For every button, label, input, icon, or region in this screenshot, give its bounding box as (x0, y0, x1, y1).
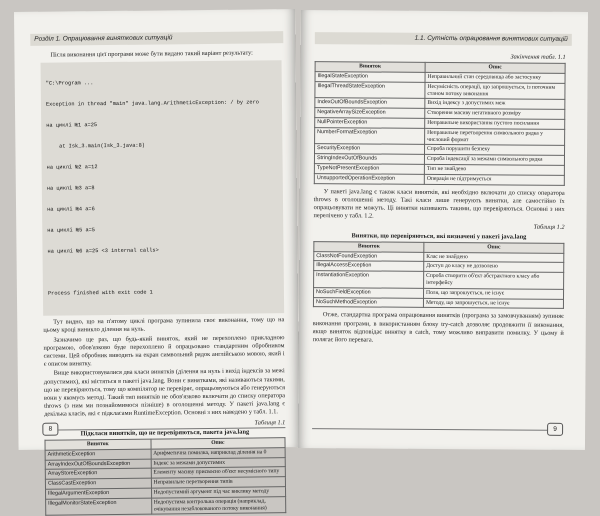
exception-name: ClassCastException (45, 478, 151, 489)
exception-name: IllegalThreadStateException (315, 81, 425, 98)
page-number: 9 (547, 423, 563, 436)
exception-description: Арифметична помилка, наприклад ділення на 0 (151, 448, 286, 459)
exception-description: Поля, що запрошується, не існує (423, 288, 563, 299)
table-row (46, 497, 286, 516)
exception-description: Клас не знайдено (424, 252, 564, 263)
exception-name: UnsupportedOperationException (314, 173, 424, 184)
exception-description: Спроба індексації за межами символьного рядка (424, 155, 564, 166)
body-paragraph: Отже, стандартна програма опрацювання винятків (програма за замовчуванням) зупиняє виконання програми, в використанням блоку try-catch дозволяє продовжити її виконання, якщо виняток відповідає винятку в catch, тому можливо виправити помилку. У цьому й полягає його перевага. (312, 311, 564, 344)
exception-description: Недопустимий аргумент під час виклику методу (151, 487, 286, 498)
exceptions-table (44, 437, 286, 516)
right-page-content (313, 50, 566, 347)
table-title: Підкласи винятків, що не перевіряються, пакета java.lang (80, 428, 250, 438)
exception-name: ArrayIndexOutOfBoundsException (45, 459, 151, 470)
column-header: Виняток (314, 241, 424, 252)
exception-name: NoSuchFieldException (314, 287, 424, 298)
exception-description: Елементу масиву присвоєно об'єкт несумісного типу (151, 467, 286, 478)
intro-paragraph: Після виконання цієї програми може бути видано такий варіант результату: (50, 49, 253, 59)
table-row (315, 81, 565, 99)
exception-description: Недопустима контрольна операція (наприклад, очікування незаблокованого потоку виконання) (151, 497, 286, 515)
column-header: Опис (424, 242, 564, 253)
exception-name: IllegalAccessException (314, 261, 424, 272)
column-header: Опис (151, 438, 286, 449)
body-paragraph: Вище використовувалися два класи винятків (ділення на нуль і вихід індексів за межі допустимих), які містяться в пакеті java.lang. Вони є винятками, які називаються такими, що не перевіряються, тому що компілятор не перевіряє, опрацьовуються або генеруються вони у якомусь методі. Такий тип винятків не обов'язково включати до списку оператора throws (з ним ми познайомимося пізніше) в оголошенні методу. У пакеті java.lang є декілька класів, які є підкласами RuntimeException. Основні з них наведено у табл. 1.1. (43, 367, 286, 419)
exception-description: Операція не підтримується (424, 174, 564, 185)
checked-exceptions-table (313, 241, 564, 309)
console-line: Process finished with exit code 1 (47, 289, 153, 297)
right-running-header: 1.1. Сутність опрацювання виняткових ситуацій (315, 32, 572, 46)
exception-name: IndexOutOfBoundsException (315, 98, 425, 109)
table-row (315, 127, 565, 145)
column-header: Виняток (45, 439, 151, 450)
body-paragraph: Зазначимо ще раз, що будь-який виняток, який не перехоплено прикладною програмою, обов'язково буде перехоплено й опрацьовано стандартним обробником системи. Цей обробник виводить на екран символьний рядок англійською мовою, який і є описом винятку. (43, 333, 285, 368)
console-line: "C:\Program ... (45, 80, 94, 87)
console-line: на циклі №1 a=25 (46, 122, 98, 129)
column-header: Опис (425, 63, 565, 74)
body-paragraph: У пакеті java.lang є також класи винятків, які необхідно включати до списку оператора throws в оголошенні методу. Такі класи лише генерують винятки, але самостійно їх опрацьовувати не можуть. Ці винятки називають такими, що перевіряються. Основні з них перелічено у табл. 1.2. (313, 187, 565, 220)
exception-name: ArithmeticException (45, 449, 151, 460)
table-row (314, 271, 564, 289)
right-page (298, 10, 588, 450)
exception-name: TypeNotPresentException (314, 164, 424, 175)
footer-rule (312, 428, 547, 430)
left-page-content (40, 49, 286, 516)
console-line: на циклі №5 a=5 (47, 227, 96, 234)
exception-name: NullPointerException (315, 118, 425, 129)
console-line: на циклі №4 a=6 (47, 206, 95, 213)
exception-description: Спроба створити об'єкт абстрактного класу або інтерфейсу (424, 272, 564, 290)
exception-description: Вихід індексу з допустимих меж (425, 99, 565, 110)
exception-name: StringIndexOutOfBounds (314, 154, 424, 165)
table-row (314, 173, 564, 185)
console-line: Exception in thread "main" java.lang.ArithmeticException: / by zero (45, 99, 259, 108)
body-paragraph: Тут видно, що на п'ятому циклі програма зупинила своє виконання, тому що на цьому кроці виникло ділення на нуль. (43, 316, 285, 335)
table-caption: Таблиця 1.2 (533, 224, 565, 232)
console-line: на циклі №3 a=8 (46, 185, 95, 192)
table-row (313, 297, 563, 309)
console-line: ​ (47, 269, 48, 276)
exception-description: Індекс за межами допустимих (151, 457, 286, 468)
left-running-header: Розділ 1. Опрацювання виняткових ситуацій (30, 31, 283, 46)
exception-description: Створення масиву негативного розміру (425, 109, 565, 120)
exception-name: NegativeArraySizeException (315, 108, 425, 119)
exception-name: IllegalMonitorStateException (46, 498, 152, 516)
exception-description: Неправильне перетворення типів (151, 477, 286, 488)
exception-description: Тип не знайдено (424, 164, 564, 175)
table-continuation-caption: Закінчення табл. 1.1 (510, 53, 566, 61)
exception-name: IllegalArgumentException (45, 488, 151, 499)
exception-description: Неправильне використання пустого посилання (425, 118, 565, 129)
exception-name: NoSuchMethodException (313, 297, 423, 308)
exception-description: Методу, що запрошується, не існує (423, 298, 563, 309)
table-caption: Таблиця 1.1 (254, 418, 286, 427)
exception-name: SecurityException (315, 144, 425, 155)
exception-name: IllegalStateException (315, 72, 425, 83)
exception-name: ArrayStoreException (45, 469, 151, 480)
console-output (41, 60, 285, 316)
exception-description: Спроба порушити безпеку (425, 145, 565, 156)
table-title: Винятки, що перевіряються, які визначені у пакеті java.lang (351, 231, 527, 241)
exception-description: Доступ до класу не дозволено (424, 262, 564, 273)
console-line: на циклі №2 a=12 (46, 164, 98, 171)
console-line: at Isk_3.main(Isk_3.java:8) (46, 142, 145, 150)
exceptions-table-continued (314, 61, 566, 185)
exception-description: Неправильний стан середовища або застосунку (425, 72, 565, 83)
exception-name: ClassNotFoundException (314, 251, 424, 262)
left-page (14, 9, 300, 513)
exception-description: Несумісність операції, що запрошується, із поточним станом потоку виконання (425, 82, 565, 100)
console-line: на циклі №6 a=25 <3 internal calls> (47, 247, 159, 255)
exception-description: Неправильне перетворення символьного рядка у числовий формат (425, 128, 565, 146)
page-number: 8 (42, 423, 58, 436)
exception-name: NumberFormatException (315, 127, 425, 144)
column-header: Виняток (315, 62, 425, 73)
exception-name: InstantiationException (314, 271, 424, 288)
